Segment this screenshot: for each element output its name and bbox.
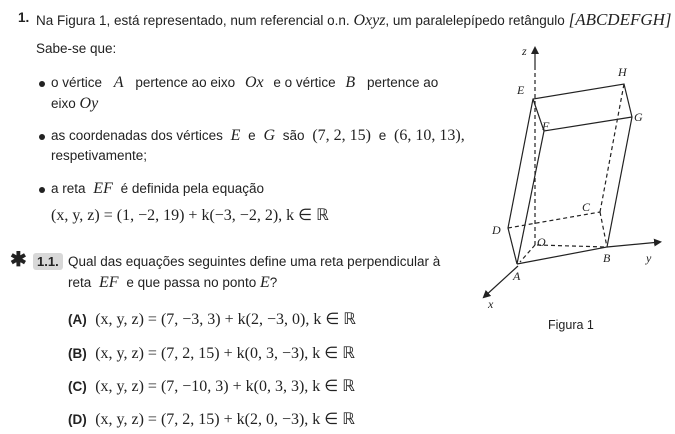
bullet-3-text: é definida pela equação: [120, 181, 264, 196]
point-e-label: E: [259, 274, 270, 291]
intro-mid: , um paralelepípedo retângulo: [385, 13, 565, 28]
bullet-3-text: a reta: [51, 181, 86, 196]
option-equation: (x, y, z) = (7, −10, 3) + k(0, 3, 3), k ∈ ℝ: [95, 378, 355, 395]
edge-ch-hidden: [600, 84, 624, 212]
option-equation: (x, y, z) = (7, −3, 3) + k(2, −3, 0), k ∈ ℝ: [95, 311, 356, 328]
bullet-2-line-2: respetivamente;: [51, 148, 148, 163]
subquestion-text: e que passa no ponto: [126, 275, 257, 290]
intro-text: Na Figura 1, está representado, num referencial o.n.: [36, 13, 350, 28]
question-intro: [36, 10, 672, 30]
option-equation: (x, y, z) = (7, 2, 15) + k(2, 0, −3), k ∈ ℝ: [95, 411, 355, 428]
option-a[interactable]: [68, 309, 356, 329]
bullet-2-text: e: [378, 128, 387, 143]
bullet-dot: [39, 81, 45, 87]
subquestion-line-2: [68, 274, 277, 292]
bullet-1-line-2: [51, 95, 98, 113]
vertex-b: B: [603, 251, 611, 265]
vertex-e-label: E: [230, 127, 241, 144]
subquestion-text: reta: [68, 275, 92, 290]
frame-label: Oxyz: [353, 12, 386, 29]
subquestion-number: 1.1.: [33, 253, 63, 270]
x-axis-hidden: [520, 245, 535, 262]
bullet-dot: [39, 187, 45, 193]
vertex-b-label: B: [345, 74, 356, 91]
bullet-1-text: o vértice: [51, 75, 103, 90]
coord-e: (7, 2, 15): [312, 127, 371, 144]
edge-dc-hidden: [508, 212, 600, 228]
option-equation: (x, y, z) = (7, 2, 15) + k(0, 3, −3), k ∈ ℝ: [95, 345, 355, 362]
line-ef-label: EF: [93, 180, 113, 197]
solid-outline: [508, 84, 632, 264]
star-icon: ✱: [10, 249, 27, 271]
origin-o: O: [537, 235, 546, 249]
bullet-1-line-1: [51, 74, 438, 92]
figure-1-diagram: [470, 30, 670, 315]
bullet-1-text: e o vértice: [273, 75, 336, 90]
vertex-a: A: [513, 269, 521, 283]
vertex-c: C: [582, 200, 591, 214]
edge-cb-hidden: [600, 212, 607, 247]
vertex-h: H: [618, 65, 627, 79]
subquestion-text: ?: [269, 275, 278, 290]
bullet-2-text: e: [248, 128, 256, 143]
option-label: (B): [68, 346, 87, 361]
option-label: (A): [68, 312, 87, 327]
vertex-a-label: A: [113, 74, 124, 91]
y-axis: [607, 242, 660, 247]
bullet-1-text: pertence ao: [366, 75, 439, 90]
vertex-e: E: [517, 83, 525, 97]
known-heading: Sabe-se que:: [36, 41, 117, 56]
vertex-g: G: [634, 110, 643, 124]
bullet-2-line-1: [51, 127, 465, 145]
option-d[interactable]: [68, 409, 355, 429]
vertex-d: D: [492, 223, 501, 237]
option-c[interactable]: [68, 376, 355, 396]
bullet-1-text: pertence ao eixo: [135, 75, 236, 90]
option-b[interactable]: [68, 343, 355, 363]
bullet-3-line-1: [51, 180, 264, 198]
figure-caption: Figura 1: [548, 318, 594, 332]
vertex-f: F: [542, 119, 550, 133]
line-ef-equation: (x, y, z) = (1, −2, 19) + k(−3, −2, 2), k ∈ ℝ: [51, 207, 329, 224]
axis-oy-label: Oy: [79, 95, 99, 112]
bullet-1-text: eixo: [51, 96, 76, 111]
bullet-2-text: são: [282, 128, 305, 143]
axis-x-label: x: [488, 297, 494, 311]
axis-y-label: y: [646, 251, 652, 265]
vertex-g-label: G: [263, 127, 276, 144]
y-axis-hidden: [537, 245, 607, 247]
coord-g: (6, 10, 13),: [394, 127, 465, 144]
axis-ox-label: Ox: [244, 74, 264, 91]
bullet-dot: [39, 134, 45, 140]
option-label: (D): [68, 412, 87, 427]
bullet-2-text: as coordenadas dos vértices: [51, 128, 223, 143]
solid-label: [ABCDEFGH]: [568, 10, 672, 29]
option-label: (C): [68, 379, 87, 394]
axis-z-label: z: [522, 44, 527, 58]
subquestion-line-1: Qual das equações seguintes define uma reta perpendicular à: [68, 254, 441, 269]
line-ef-label: EF: [99, 274, 119, 291]
question-number: 1.: [18, 10, 30, 25]
